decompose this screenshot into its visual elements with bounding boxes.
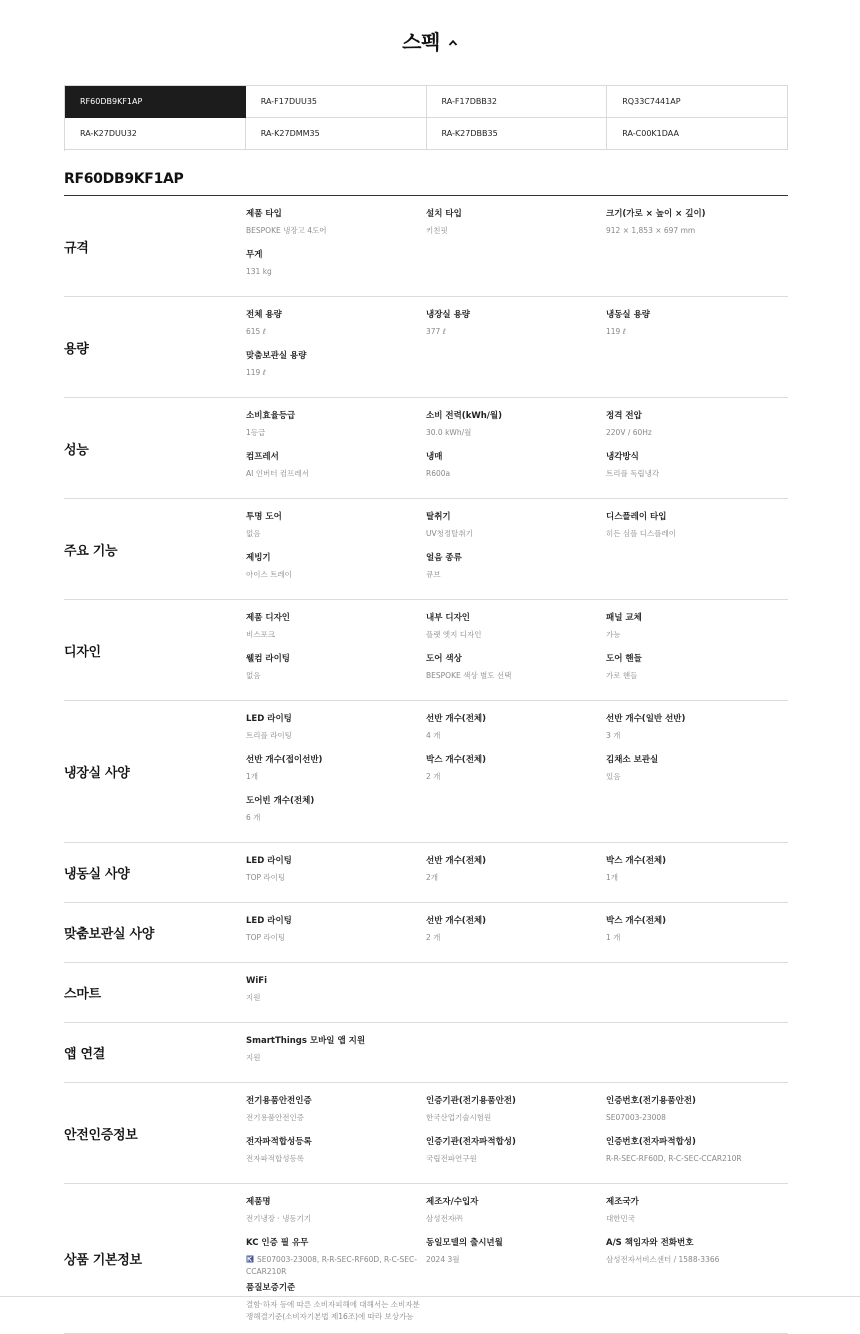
- spec-label: 웰컴 라이팅: [246, 654, 291, 664]
- spec-value: 6 개: [246, 813, 261, 822]
- spec-value: 비스포크: [246, 630, 275, 639]
- spec-item: [606, 1095, 788, 1136]
- section-name: 용량: [64, 341, 89, 357]
- kc-mark-icon: [246, 1255, 254, 1263]
- spec-items: [246, 903, 788, 962]
- spec-value: TOP 라이팅: [246, 873, 286, 882]
- spec-section: [64, 1184, 788, 1334]
- spec-label: 동일모델의 출시년월: [426, 1238, 503, 1248]
- spec-section: [64, 1083, 788, 1184]
- spec-value: R-R-SEC-RF60D, R-C-SEC-CCAR210R: [606, 1154, 742, 1163]
- spec-item: [606, 855, 788, 896]
- spec-item: [426, 511, 606, 552]
- spec-value: 없음: [246, 529, 261, 538]
- spec-section: [64, 196, 788, 297]
- spec-label: 선반 개수(접이선반): [246, 755, 323, 765]
- spec-value: 플랫 엣지 디자인: [426, 630, 482, 639]
- spec-item: [606, 309, 788, 350]
- spec-item: [426, 915, 606, 956]
- spec-item: [246, 552, 426, 593]
- spec-item: [426, 1095, 606, 1136]
- spec-label: 디스플레이 타입: [606, 512, 667, 522]
- spec-label: 선반 개수(전체): [426, 714, 486, 724]
- spec-value: 삼성전자서비스센터 / 1588-3366: [606, 1255, 720, 1264]
- spec-label: 전기용품안전인증: [246, 1096, 312, 1106]
- spec-value: 1 개: [606, 933, 621, 942]
- spec-item: [246, 975, 426, 1016]
- section-name: 성능: [64, 442, 89, 458]
- spec-label: 맞춤보관실 용량: [246, 351, 307, 361]
- section-name: 주요 기능: [64, 543, 118, 559]
- section-name: 냉장실 사양: [64, 766, 130, 781]
- spec-item: [606, 1196, 788, 1237]
- spec-label: 인증기관(전자파적합성): [426, 1137, 516, 1147]
- spec-item: [606, 1237, 788, 1282]
- spec-label: 인증번호(전자파적합성): [606, 1137, 696, 1147]
- spec-value: 가로 핸들: [606, 671, 638, 680]
- model-tab[interactable]: RA-K27DMM35: [246, 118, 427, 150]
- model-tab-grid: [64, 85, 788, 151]
- spec-label: 제조자/수입자: [426, 1197, 479, 1207]
- spec-item: [426, 309, 606, 350]
- spec-table: [64, 195, 788, 1334]
- spec-header[interactable]: [0, 26, 860, 55]
- spec-label: 제조국가: [606, 1197, 639, 1207]
- spec-value: 없음: [246, 671, 261, 680]
- spec-value: BESPOKE 냉장고 4도어: [246, 226, 327, 235]
- model-tab[interactable]: RA-K27DUU32: [65, 118, 246, 150]
- chevron-up-icon[interactable]: [448, 38, 458, 48]
- spec-items: [246, 701, 788, 842]
- spec-item: [606, 1136, 788, 1177]
- spec-item: [246, 1237, 426, 1282]
- spec-label: 박스 개수(전체): [606, 856, 666, 866]
- spec-item: [246, 612, 426, 653]
- spec-section: [64, 600, 788, 701]
- section-name: 맞춤보관실 사양: [64, 927, 155, 942]
- spec-item: [426, 1237, 606, 1282]
- spec-item: [606, 713, 788, 754]
- spec-value: 220V / 60Hz: [606, 428, 652, 437]
- spec-value: 있음: [606, 772, 621, 781]
- spec-item: [606, 754, 788, 795]
- spec-item: [246, 754, 426, 795]
- spec-value: 377 ℓ: [426, 327, 446, 336]
- spec-item: [426, 552, 606, 593]
- divider: [0, 1296, 860, 1297]
- spec-items: [246, 600, 788, 700]
- section-name: 규격: [64, 240, 89, 256]
- spec-value: TOP 라이팅: [246, 933, 286, 942]
- spec-label: 크기(가로 × 높이 × 깊이): [606, 209, 706, 219]
- spec-value: 119 ℓ: [246, 368, 266, 377]
- page-title: 스펙: [402, 30, 440, 54]
- spec-value: 결함·하자 등에 따른 소비자피해에 대해서는 소비자분쟁해결기준(소비자기본법 제16조)에 따라 보상가능: [246, 1300, 420, 1321]
- model-tab[interactable]: RQ33C7441AP: [607, 86, 788, 118]
- section-name: 스마트: [64, 987, 101, 1002]
- spec-item: [606, 451, 788, 492]
- spec-items: [246, 196, 788, 296]
- spec-item: [426, 208, 606, 249]
- spec-label: 투명 도어: [246, 512, 282, 522]
- spec-item: [606, 208, 788, 249]
- spec-label: 선반 개수(전체): [426, 856, 486, 866]
- spec-label: SmartThings 모바일 앱 지원: [246, 1036, 366, 1046]
- spec-item: [246, 795, 426, 836]
- spec-value: BESPOKE 색상 별도 선택: [426, 671, 512, 680]
- model-tab[interactable]: RA-F17DBB32: [427, 86, 608, 118]
- spec-item: [606, 410, 788, 451]
- spec-value: 전기냉장 · 냉동기기: [246, 1214, 312, 1223]
- spec-item: [606, 915, 788, 956]
- spec-items: [246, 297, 788, 397]
- spec-item: [246, 350, 426, 391]
- spec-value: 2 개: [426, 772, 441, 781]
- spec-item: [426, 713, 606, 754]
- spec-item: [246, 511, 426, 552]
- spec-label: 박스 개수(전체): [426, 755, 486, 765]
- spec-label: 냉동실 용량: [606, 310, 651, 320]
- spec-item: [246, 713, 426, 754]
- spec-items: [246, 963, 788, 1022]
- spec-item: [426, 855, 606, 896]
- spec-item: [426, 1196, 606, 1237]
- spec-item: [246, 1196, 426, 1237]
- spec-value: 1개: [246, 772, 259, 781]
- spec-value: 1개: [606, 873, 619, 882]
- spec-label: 정격 전압: [606, 411, 642, 421]
- spec-value: 30.0 kWh/월: [426, 428, 472, 437]
- spec-item: [426, 653, 606, 694]
- spec-label: 냉각방식: [606, 452, 639, 462]
- spec-items: [246, 1023, 788, 1082]
- spec-value: SE07003-23008: [606, 1113, 666, 1122]
- section-name: 냉동실 사양: [64, 867, 130, 882]
- spec-label: 제품 타입: [246, 209, 282, 219]
- spec-section: [64, 701, 788, 843]
- spec-label: 설치 타입: [426, 209, 462, 219]
- spec-item: [246, 653, 426, 694]
- spec-section: [64, 398, 788, 499]
- spec-label: 김채소 보관실: [606, 755, 659, 765]
- spec-value: 4 개: [426, 731, 441, 740]
- spec-item: [426, 612, 606, 653]
- spec-item: [426, 451, 606, 492]
- model-tab[interactable]: RA-C00K1DAA: [607, 118, 788, 150]
- selected-model-heading: RF60DB9KF1AP: [64, 171, 184, 187]
- spec-label: 탈취기: [426, 512, 451, 522]
- spec-item: [426, 754, 606, 795]
- spec-section: [64, 297, 788, 398]
- spec-value: 대한민국: [606, 1214, 635, 1223]
- model-tab[interactable]: RA-K27DBB35: [427, 118, 608, 150]
- spec-value: 1등급: [246, 428, 266, 437]
- section-name: 앱 연결: [64, 1047, 105, 1062]
- spec-value: UV청정탈취기: [426, 529, 473, 538]
- spec-label: 전자파적합성등록: [246, 1137, 312, 1147]
- spec-items: [246, 843, 788, 902]
- spec-item: [246, 410, 426, 451]
- spec-value: 전기용품안전인증: [246, 1113, 304, 1122]
- spec-label: 도어 색상: [426, 654, 462, 664]
- spec-label: 패널 교체: [606, 613, 642, 623]
- spec-value: 2개: [426, 873, 439, 882]
- spec-item: [246, 451, 426, 492]
- spec-label: 인증번호(전기용품안전): [606, 1096, 696, 1106]
- spec-items: [246, 499, 788, 599]
- spec-value: 가능: [606, 630, 621, 639]
- spec-label: 제품명: [246, 1197, 271, 1207]
- spec-value: 2024 3월: [426, 1255, 460, 1264]
- spec-item: [606, 511, 788, 552]
- spec-value: 912 × 1,853 × 697 mm: [606, 226, 696, 235]
- spec-section: [64, 963, 788, 1023]
- spec-item: [246, 1035, 426, 1076]
- spec-value: 지원: [246, 993, 261, 1002]
- spec-label: 소비효율등급: [246, 411, 296, 421]
- spec-label: 냉장실 용량: [426, 310, 471, 320]
- spec-section: [64, 903, 788, 963]
- spec-label: 내부 디자인: [426, 613, 471, 623]
- spec-item: [426, 1136, 606, 1177]
- spec-label: 얼음 종류: [426, 553, 462, 563]
- spec-section: [64, 499, 788, 600]
- spec-item: [246, 915, 426, 956]
- spec-item: [606, 612, 788, 653]
- spec-value: 삼성전자㈜: [426, 1214, 463, 1223]
- spec-label: 박스 개수(전체): [606, 916, 666, 926]
- spec-label: 도어빈 개수(전체): [246, 796, 315, 806]
- spec-value: R600a: [426, 469, 451, 478]
- spec-value: 2 개: [426, 933, 441, 942]
- spec-label: 전체 용량: [246, 310, 282, 320]
- spec-label: 선반 개수(전체): [426, 916, 486, 926]
- spec-item: [246, 208, 426, 249]
- spec-section: [64, 1023, 788, 1083]
- spec-label: 인증기관(전기용품안전): [426, 1096, 516, 1106]
- spec-label: 소비 전력(kWh/월): [426, 411, 502, 421]
- spec-item: [246, 1136, 426, 1177]
- spec-item: [606, 653, 788, 694]
- spec-value: 131 kg: [246, 267, 272, 276]
- spec-label: 제품 디자인: [246, 613, 291, 623]
- spec-label: 무게: [246, 250, 263, 260]
- spec-label: 제빙기: [246, 553, 271, 563]
- spec-value: 지원: [246, 1053, 261, 1062]
- section-name: 상품 기본정보: [64, 1253, 142, 1268]
- spec-label: LED 라이팅: [246, 856, 292, 866]
- spec-value: 키친핏: [426, 226, 448, 235]
- spec-value: 아이스 트레이: [246, 570, 292, 579]
- spec-value: 트리플 라이팅: [246, 731, 292, 740]
- spec-item: [246, 309, 426, 350]
- spec-item: [246, 1095, 426, 1136]
- spec-items: [246, 1083, 788, 1183]
- spec-section: [64, 843, 788, 903]
- spec-value: 트리플 독립냉각: [606, 469, 660, 478]
- spec-value: 119 ℓ: [606, 327, 626, 336]
- spec-label: KC 인증 필 유무: [246, 1238, 309, 1248]
- spec-value: 한국산업기술시험원: [426, 1113, 492, 1122]
- model-tab[interactable]: RA-F17DUU35: [246, 86, 427, 118]
- spec-value: 3 개: [606, 731, 621, 740]
- section-name: 안전인증정보: [64, 1127, 138, 1143]
- spec-item: [426, 410, 606, 451]
- section-name: 디자인: [64, 644, 101, 660]
- spec-item: [246, 1282, 426, 1327]
- spec-label: LED 라이팅: [246, 916, 292, 926]
- spec-label: A/S 책임자와 전화번호: [606, 1238, 694, 1248]
- spec-label: WiFi: [246, 976, 268, 986]
- spec-value: 큐브: [426, 570, 441, 579]
- spec-value: 히든 심플 디스플레이: [606, 529, 676, 538]
- spec-items: [246, 398, 788, 498]
- spec-label: 품질보증기준: [246, 1283, 296, 1293]
- spec-value: 전자파적합성등록: [246, 1154, 304, 1163]
- spec-value: [246, 1254, 426, 1278]
- spec-label: 도어 핸들: [606, 654, 642, 664]
- spec-value: 국립전파연구원: [426, 1154, 477, 1163]
- spec-label: 선반 개수(일반 선반): [606, 714, 686, 724]
- spec-label: LED 라이팅: [246, 714, 292, 724]
- spec-item: [246, 855, 426, 896]
- spec-item: [246, 249, 426, 290]
- model-tab[interactable]: RF60DB9KF1AP: [65, 86, 246, 118]
- spec-items: [246, 1184, 788, 1333]
- spec-value-text: SE07003-23008, R-R-SEC-RF60D, R-C-SEC-CCAR210R: [246, 1255, 417, 1276]
- spec-value: 615 ℓ: [246, 327, 266, 336]
- spec-label: 냉매: [426, 452, 443, 462]
- spec-label: 컴프레서: [246, 452, 279, 462]
- spec-value: AI 인버터 컴프레서: [246, 469, 309, 478]
